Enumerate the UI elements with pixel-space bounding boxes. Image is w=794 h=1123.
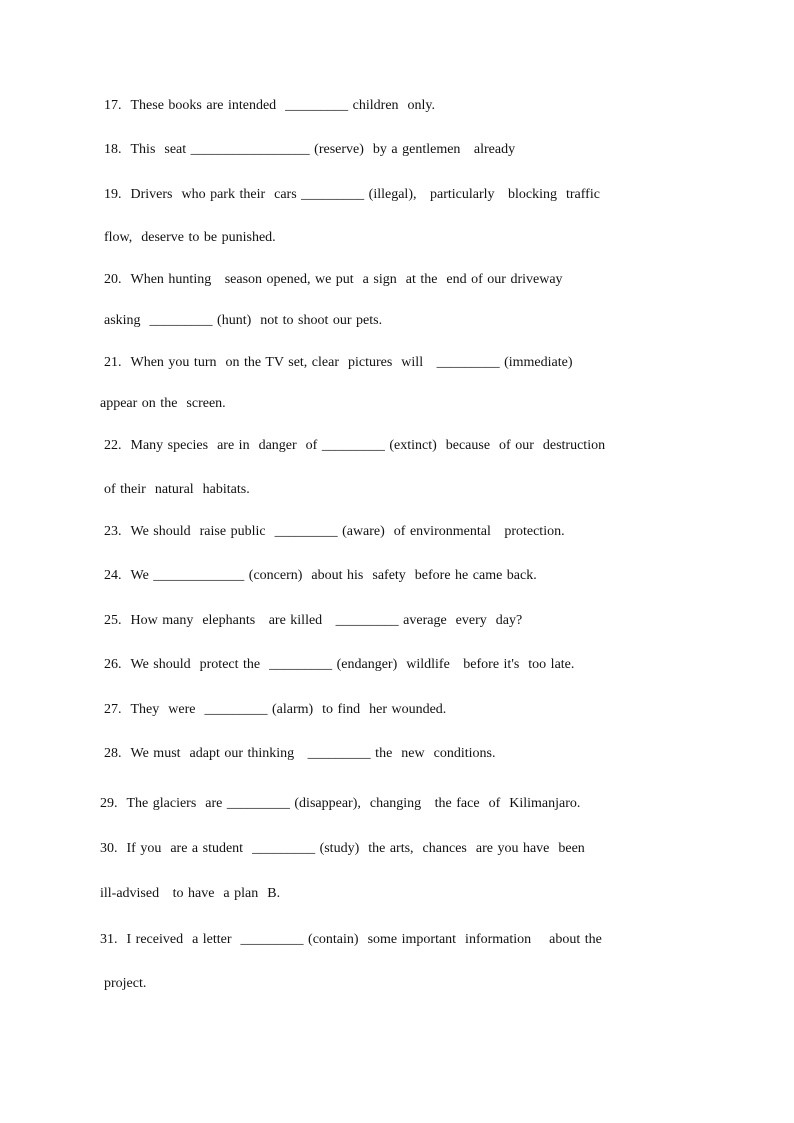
- question-text: We should raise public _________ (aware) of environmental protection.: [130, 524, 565, 539]
- question-22-continuation: of their natural habitats.: [104, 482, 250, 497]
- question-text: I received a letter _________ (contain) some important information about the: [126, 932, 602, 947]
- question-number: 24.: [104, 568, 122, 583]
- question-text: When hunting season opened, we put a sign at the end of our driveway: [130, 272, 563, 287]
- question-26: [104, 656, 574, 674]
- question-25: [104, 612, 522, 630]
- question-number: 23.: [104, 524, 122, 539]
- question-number: 30.: [100, 841, 118, 856]
- question-text: They were _________ (alarm) to find her wounded.: [130, 702, 447, 717]
- question-text: Drivers who park their cars _________ (illegal), particularly blocking traffic: [130, 187, 600, 202]
- question-text: We should protect the _________ (endanger) wildlife before it's too late.: [130, 657, 575, 672]
- question-20: [104, 271, 563, 289]
- question-number: 17.: [104, 98, 122, 113]
- question-text: Many species are in danger of _________ (extinct) because of our destruction: [130, 438, 606, 453]
- question-text: These books are intended _________ children only.: [130, 98, 436, 113]
- question-number: 29.: [100, 796, 118, 811]
- question-27: [104, 701, 446, 719]
- question-text: If you are a student _________ (study) the arts, chances are you have been: [126, 841, 585, 856]
- question-number: 26.: [104, 657, 122, 672]
- question-19: [104, 186, 600, 204]
- question-number: 31.: [100, 932, 118, 947]
- question-23: [104, 523, 565, 541]
- question-17: [104, 97, 435, 115]
- question-31-continuation: project.: [104, 976, 147, 991]
- question-29: [100, 795, 580, 813]
- question-number: 27.: [104, 702, 122, 717]
- question-19-continuation: flow, deserve to be punished.: [104, 230, 276, 245]
- question-24: [104, 567, 537, 585]
- question-number: 25.: [104, 613, 122, 628]
- question-text: We must adapt our thinking _________ the new conditions.: [130, 746, 496, 761]
- question-30-continuation: ill-advised to have a plan B.: [100, 886, 281, 901]
- question-number: 19.: [104, 187, 122, 202]
- question-number: 22.: [104, 438, 122, 453]
- question-number: 28.: [104, 746, 122, 761]
- question-number: 18.: [104, 142, 122, 157]
- question-30: [100, 840, 585, 858]
- question-21-continuation: appear on the screen.: [100, 396, 226, 411]
- question-number: 21.: [104, 355, 122, 370]
- question-28: [104, 745, 495, 763]
- question-21: [104, 354, 573, 372]
- question-text: The glaciers are _________ (disappear), changing the face of Kilimanjaro.: [126, 796, 581, 811]
- question-22: [104, 437, 605, 455]
- question-text: How many elephants are killed _________ average every day?: [130, 613, 523, 628]
- question-18: [104, 141, 515, 159]
- question-text: When you turn on the TV set, clear pictures will _________ (immediate): [130, 355, 573, 370]
- question-text: We _____________ (concern) about his safety before he came back.: [130, 568, 537, 583]
- question-text: This seat _________________ (reserve) by a gentlemen already: [130, 142, 516, 157]
- question-20-continuation: asking _________ (hunt) not to shoot our pets.: [104, 313, 383, 328]
- question-number: 20.: [104, 272, 122, 287]
- question-31: [100, 931, 602, 949]
